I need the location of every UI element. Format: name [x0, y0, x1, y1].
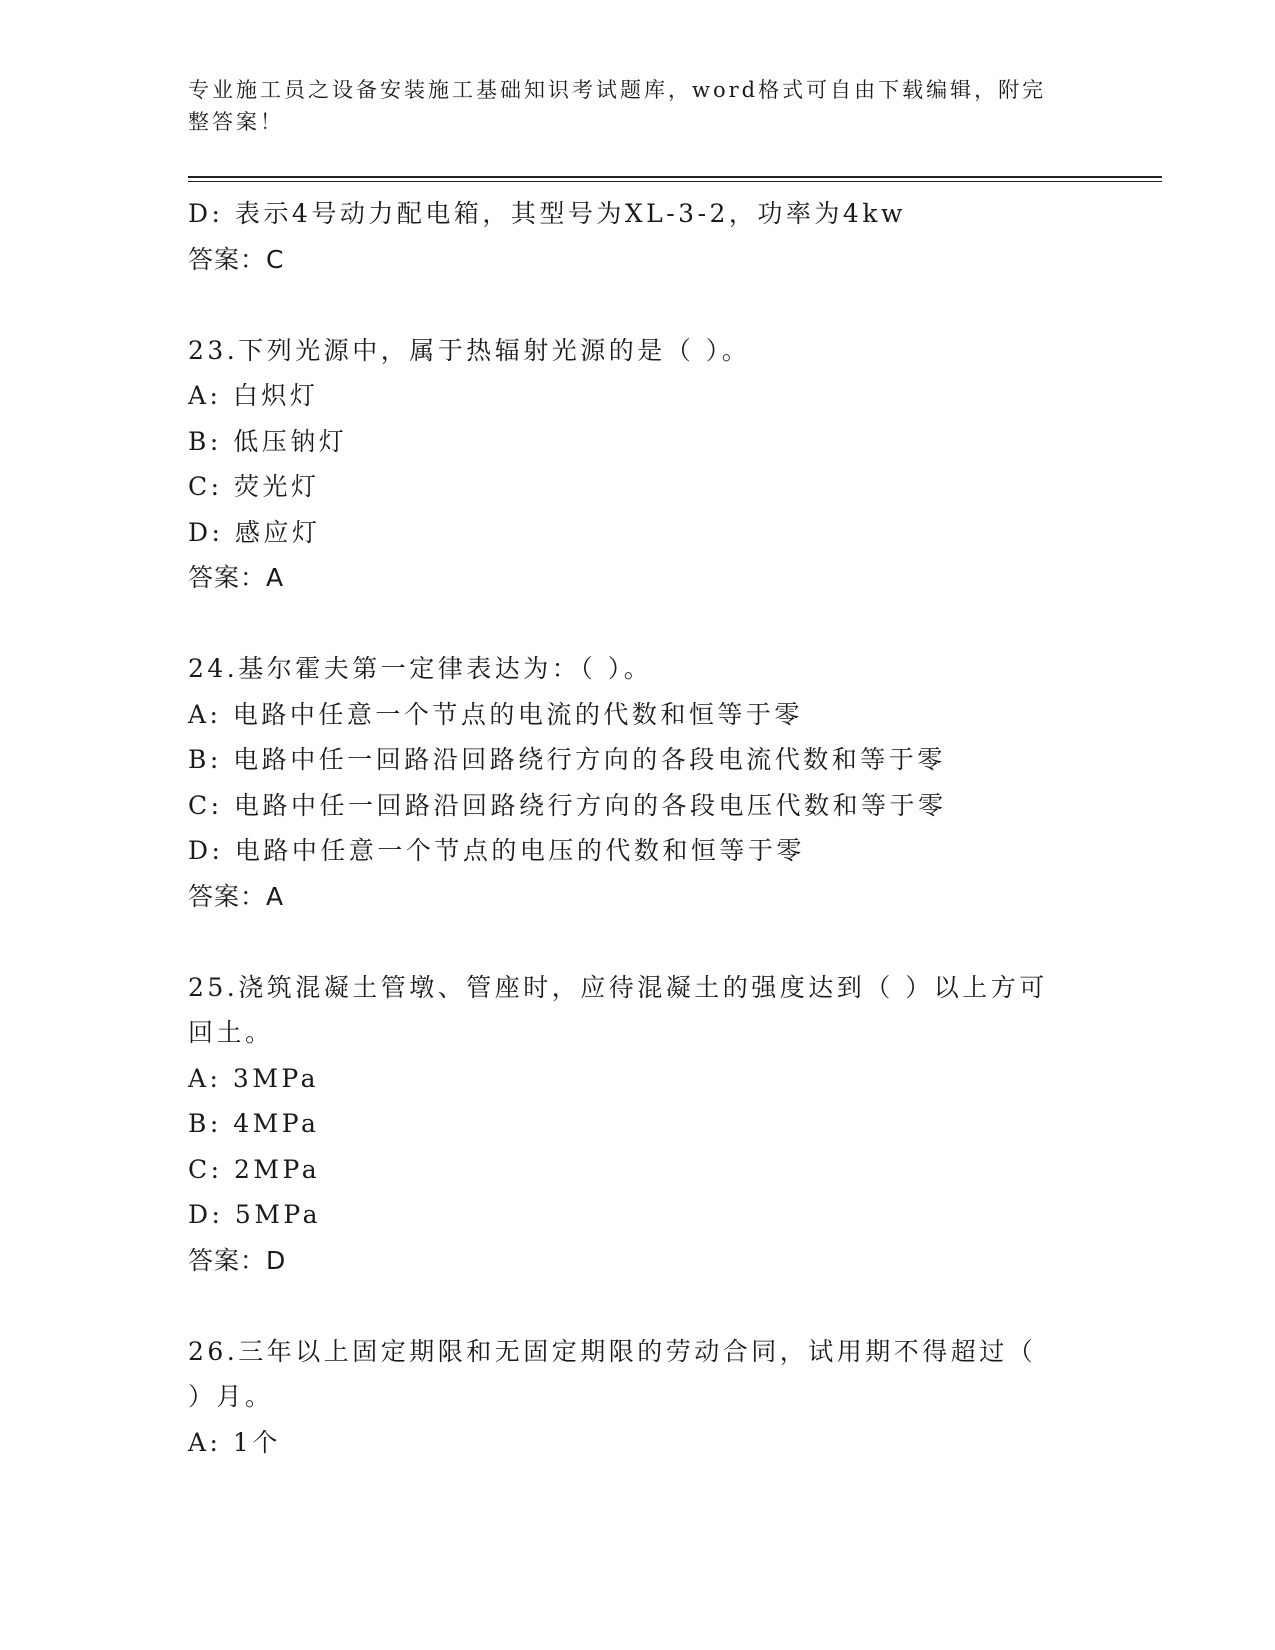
question-stem-continued: ）月。	[188, 1382, 274, 1411]
question-stem: 26.三年以上固定期限和无固定期限的劳动合同，试用期不得超过（	[188, 1336, 1037, 1366]
spacer	[188, 282, 1088, 328]
option-a: A: 3MPa	[188, 1063, 320, 1093]
header-line-1: 专业施工员之设备安装施工基础知识考试题库，word格式可自由下载编辑，附完	[188, 78, 1047, 102]
question-list	[188, 191, 1088, 1465]
spacer	[188, 601, 1088, 647]
option-a: A: 1个	[188, 1427, 281, 1457]
question-stem-continued: 回土。	[188, 1018, 274, 1047]
answer-label: 答案：C	[188, 244, 285, 274]
question-stem: 24.基尔霍夫第一定律表达为：（ ）。	[188, 654, 653, 683]
header-divider-thin	[188, 181, 1162, 182]
answer-label: 答案：D	[188, 1245, 287, 1275]
option-b: B: 低压钠灯	[188, 426, 348, 456]
option-d: D: 感应灯	[188, 517, 321, 547]
answer-label: 答案：A	[188, 563, 285, 592]
header-divider-thick	[188, 176, 1162, 178]
answer-label: 答案：A	[188, 881, 285, 911]
spacer	[188, 919, 1088, 965]
header-line-2: 整答案！	[188, 110, 284, 134]
option-c: C: 电路中任一回路沿回路绕行方向的各段电压代数和等于零	[188, 790, 947, 820]
question-stem: 25.浇筑混凝土管墩、管座时，应待混凝土的强度达到（ ）以上方可	[188, 972, 1048, 1002]
spacer	[188, 1283, 1088, 1329]
option-c: C: 荧光灯	[188, 472, 320, 501]
option-c: C: 2MPa	[188, 1154, 321, 1184]
option-b: B: 电路中任一回路沿回路绕行方向的各段电流代数和等于零	[188, 745, 946, 774]
option-d: D: 5MPa	[188, 1200, 322, 1229]
option-d: D: 表示4号动力配电箱，其型号为XL-3-2，功率为4kw	[188, 199, 906, 228]
option-a: A: 电路中任意一个节点的电流的代数和恒等于零	[188, 699, 803, 729]
question-stem: 23.下列光源中，属于热辐射光源的是（ ）。	[188, 335, 751, 365]
page-header	[188, 74, 1068, 138]
option-b: B: 4MPa	[188, 1109, 320, 1138]
option-d: D: 电路中任意一个节点的电压的代数和恒等于零	[188, 836, 805, 865]
option-a: A: 白炽灯	[188, 381, 319, 410]
